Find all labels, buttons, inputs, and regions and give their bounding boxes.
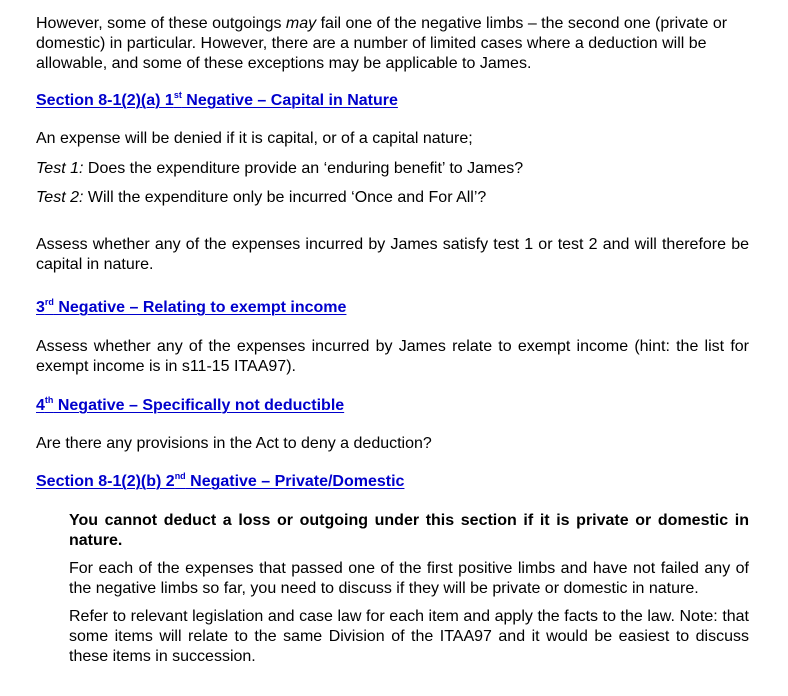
heading-ordinal: st xyxy=(173,90,182,100)
heading-text: 3 xyxy=(36,299,45,316)
heading-text: Negative – Specifically not deductible xyxy=(53,397,345,414)
test-1-label: Test 1: xyxy=(36,160,84,177)
heading-ordinal: th xyxy=(44,395,54,405)
heading-text: Negative – Capital in Nature xyxy=(181,92,398,109)
test-2-text: Will the expenditure only be incurred ‘Once and For All’? xyxy=(83,189,487,206)
test-2-label: Test 2: xyxy=(36,189,84,206)
intro-emphasis: may xyxy=(285,15,317,32)
heading-exempt-income xyxy=(36,298,749,318)
capital-assess-paragraph: Assess whether any of the expenses incurred by James satisfy test 1 or test 2 and will therefore be capital in nature. xyxy=(36,236,749,273)
private-domestic-block xyxy=(69,511,749,667)
specific-paragraph: Are there any provisions in the Act to deny a deduction? xyxy=(36,435,432,452)
intro-paragraph xyxy=(36,14,749,74)
intro-text-end: fail one of the negative limbs – the second one (private or domestic) in particular. However, there are a number of limited cases where a deduction will be allowable, and some of these exceptions may be applicable to James. xyxy=(36,15,728,72)
test-1 xyxy=(36,159,749,179)
private-rule-statement: You cannot deduct a loss or outgoing under this section if it is private or domestic in nature. xyxy=(69,512,749,549)
exempt-paragraph: Assess whether any of the expenses incurred by James relate to exempt income (hint: the list for exempt income is in s11-15 ITAA97). xyxy=(36,338,749,375)
private-paragraph-1: For each of the expenses that passed one of the first positive limbs and have not failed any of the negative limbs so far, you need to discuss if they will be private or domestic in nature. xyxy=(69,560,749,597)
heading-text: Section 8-1(2)(a) 1 xyxy=(36,92,174,109)
document-page xyxy=(36,14,749,667)
heading-text: 4 xyxy=(36,397,45,414)
test-2 xyxy=(36,188,749,208)
heading-private-domestic xyxy=(36,472,749,492)
capital-definition: An expense will be denied if it is capital, or of a capital nature; xyxy=(36,130,473,147)
intro-text-start: However, some of these outgoings xyxy=(36,15,286,32)
private-paragraph-2: Refer to relevant legislation and case law for each item and apply the facts to the law. Note: that some items will relate to the same Division of the ITAA97 and it would be easiest to discuss these items in succession. xyxy=(69,608,749,665)
heading-ordinal: nd xyxy=(174,471,186,481)
heading-text: Section 8-1(2)(b) 2 xyxy=(36,473,175,490)
heading-capital-in-nature xyxy=(36,91,749,111)
heading-text: Negative – Relating to exempt income xyxy=(53,299,347,316)
heading-text: Negative – Private/Domestic xyxy=(185,473,405,490)
heading-specifically-not-deductible xyxy=(36,396,749,416)
test-1-text: Does the expenditure provide an ‘enduring benefit’ to James? xyxy=(83,160,524,177)
heading-ordinal: rd xyxy=(44,297,54,307)
